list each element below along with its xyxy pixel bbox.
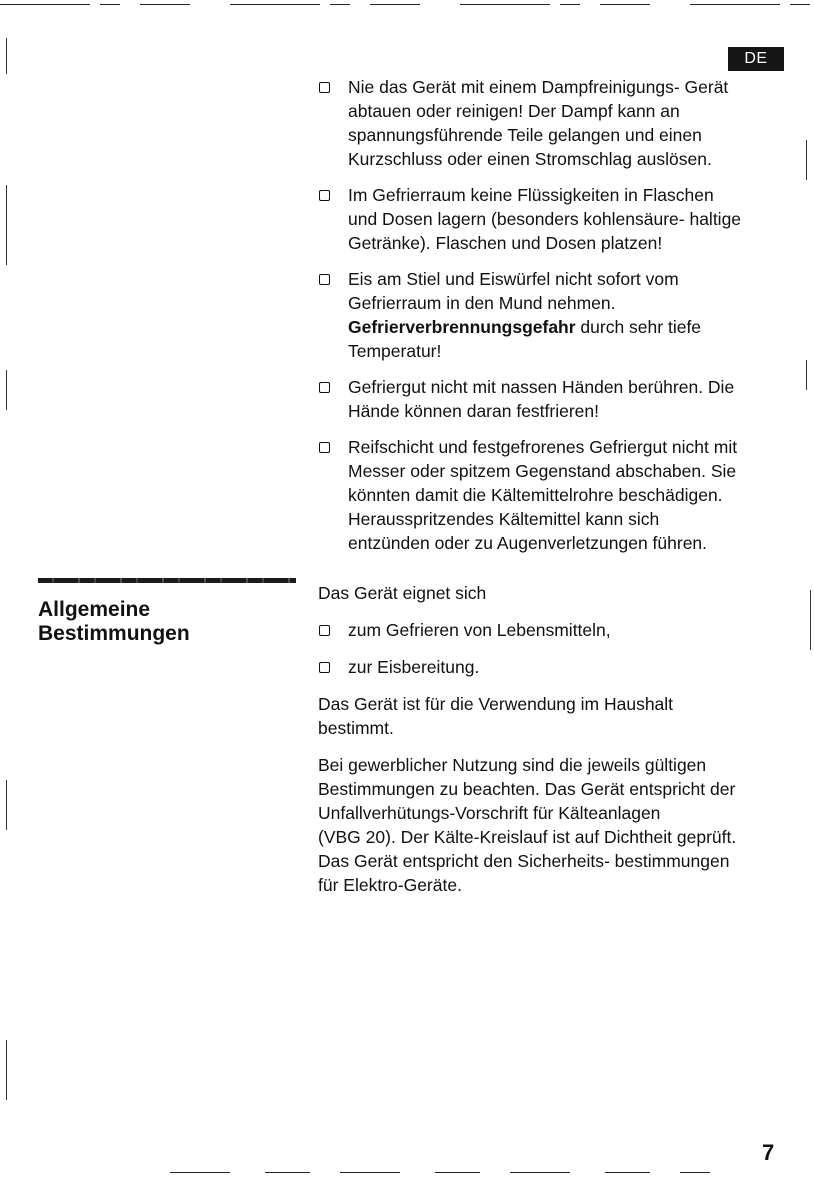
text-line: Nie das Gerät mit einem Dampfreinigungs- Gerät xyxy=(348,77,729,97)
warning-item xyxy=(318,75,788,171)
scan-edge-bottom xyxy=(170,1172,710,1173)
general-provisions-body xyxy=(318,581,788,910)
scan-edge-left xyxy=(6,185,7,265)
text-line: Im Gefrierraum keine Flüssigkeiten in Flaschen xyxy=(348,185,714,205)
text-line: abtauen oder reinigen! Der Dampf kann an xyxy=(348,101,680,121)
scan-edge-left xyxy=(6,38,7,74)
text-line: Reifschicht und festgefrorenes Gefriergut nicht mit xyxy=(348,437,738,457)
checkbox-bullet-icon xyxy=(319,190,330,201)
usage-item xyxy=(318,655,788,679)
scan-edge-left xyxy=(6,370,7,410)
usage-list xyxy=(318,618,788,679)
section-heading xyxy=(38,598,190,646)
text-line: Eis am Stiel und Eiswürfel nicht sofort vom xyxy=(348,269,679,289)
warning-item xyxy=(318,435,788,555)
text-line: bestimmt. xyxy=(318,718,394,738)
checkbox-bullet-icon xyxy=(319,274,330,285)
text-line: Das Gerät entspricht den Sicherheits- bestimmungen xyxy=(318,851,730,871)
heading-line: Allgemeine xyxy=(38,598,151,621)
scan-edge-right xyxy=(806,360,807,390)
language-badge: DE xyxy=(728,47,784,71)
scan-edge-right xyxy=(810,590,811,650)
text-line: Kurzschluss oder einen Stromschlag auslösen. xyxy=(348,149,712,169)
checkbox-bullet-icon xyxy=(319,382,330,393)
text-line: Getränke). Flaschen und Dosen platzen! xyxy=(348,233,663,253)
usage-item xyxy=(318,618,788,642)
text-line: entzünden oder zu Augenverletzungen führen. xyxy=(348,533,708,553)
hazard-term: Gefrierverbrennungsgefahr xyxy=(348,317,576,337)
text-line: Bestimmungen zu beachten. Das Gerät entspricht der xyxy=(318,779,736,799)
text-line: Hände können daran festfrieren! xyxy=(348,401,599,421)
text-line: könnten damit die Kältemittelrohre beschädigen. xyxy=(348,485,723,505)
text-line: Gefrierraum in den Mund nehmen. xyxy=(348,293,616,313)
safety-warnings xyxy=(318,75,788,567)
text-line: zum Gefrieren von Lebensmitteln, xyxy=(348,620,611,640)
text-line: (VBG 20). Der Kälte-Kreislauf ist auf Dichtheit geprüft. xyxy=(318,827,737,847)
regulation-paragraph xyxy=(318,753,788,897)
intro-paragraph: Das Gerät eignet sich xyxy=(318,583,487,603)
text-line: Temperatur! xyxy=(348,341,442,361)
text-line: Messer oder spitzem Gegenstand abschaben. Sie xyxy=(348,461,737,481)
text-line: für Elektro-Geräte. xyxy=(318,875,462,895)
scan-edge-right xyxy=(806,140,807,180)
household-paragraph xyxy=(318,692,788,740)
page-number: 7 xyxy=(762,1140,775,1165)
checkbox-bullet-icon xyxy=(319,662,330,673)
checkbox-bullet-icon xyxy=(319,625,330,636)
warning-item xyxy=(318,375,788,423)
text-line: und Dosen lagern (besonders kohlensäure- haltige xyxy=(348,209,742,229)
checkbox-bullet-icon xyxy=(319,442,330,453)
text-fragment: durch sehr tiefe xyxy=(575,317,702,337)
scan-edge-top xyxy=(0,4,814,5)
warning-item xyxy=(318,267,788,363)
text-line: Das Gerät ist für die Verwendung im Haushalt xyxy=(318,694,674,714)
scan-edge-left xyxy=(6,1040,7,1100)
warning-item xyxy=(318,183,788,255)
text-line xyxy=(348,315,788,339)
text-line: Herausspritzendes Kältemittel kann sich xyxy=(348,509,660,529)
text-line: spannungsführende Teile gelangen und einen xyxy=(348,125,702,145)
scan-edge-left xyxy=(6,780,7,830)
text-line: Gefriergut nicht mit nassen Händen berühren. Die xyxy=(348,377,735,397)
warning-list xyxy=(318,75,788,555)
text-line: Bei gewerblicher Nutzung sind die jeweils gültigen xyxy=(318,755,707,775)
checkbox-bullet-icon xyxy=(319,82,330,93)
text-line: zur Eisbereitung. xyxy=(348,657,480,677)
text-line: Unfallverhütungs-Vorschrift für Kälteanlagen xyxy=(318,803,661,823)
section-rule xyxy=(38,578,296,583)
heading-line: Bestimmungen xyxy=(38,622,190,645)
